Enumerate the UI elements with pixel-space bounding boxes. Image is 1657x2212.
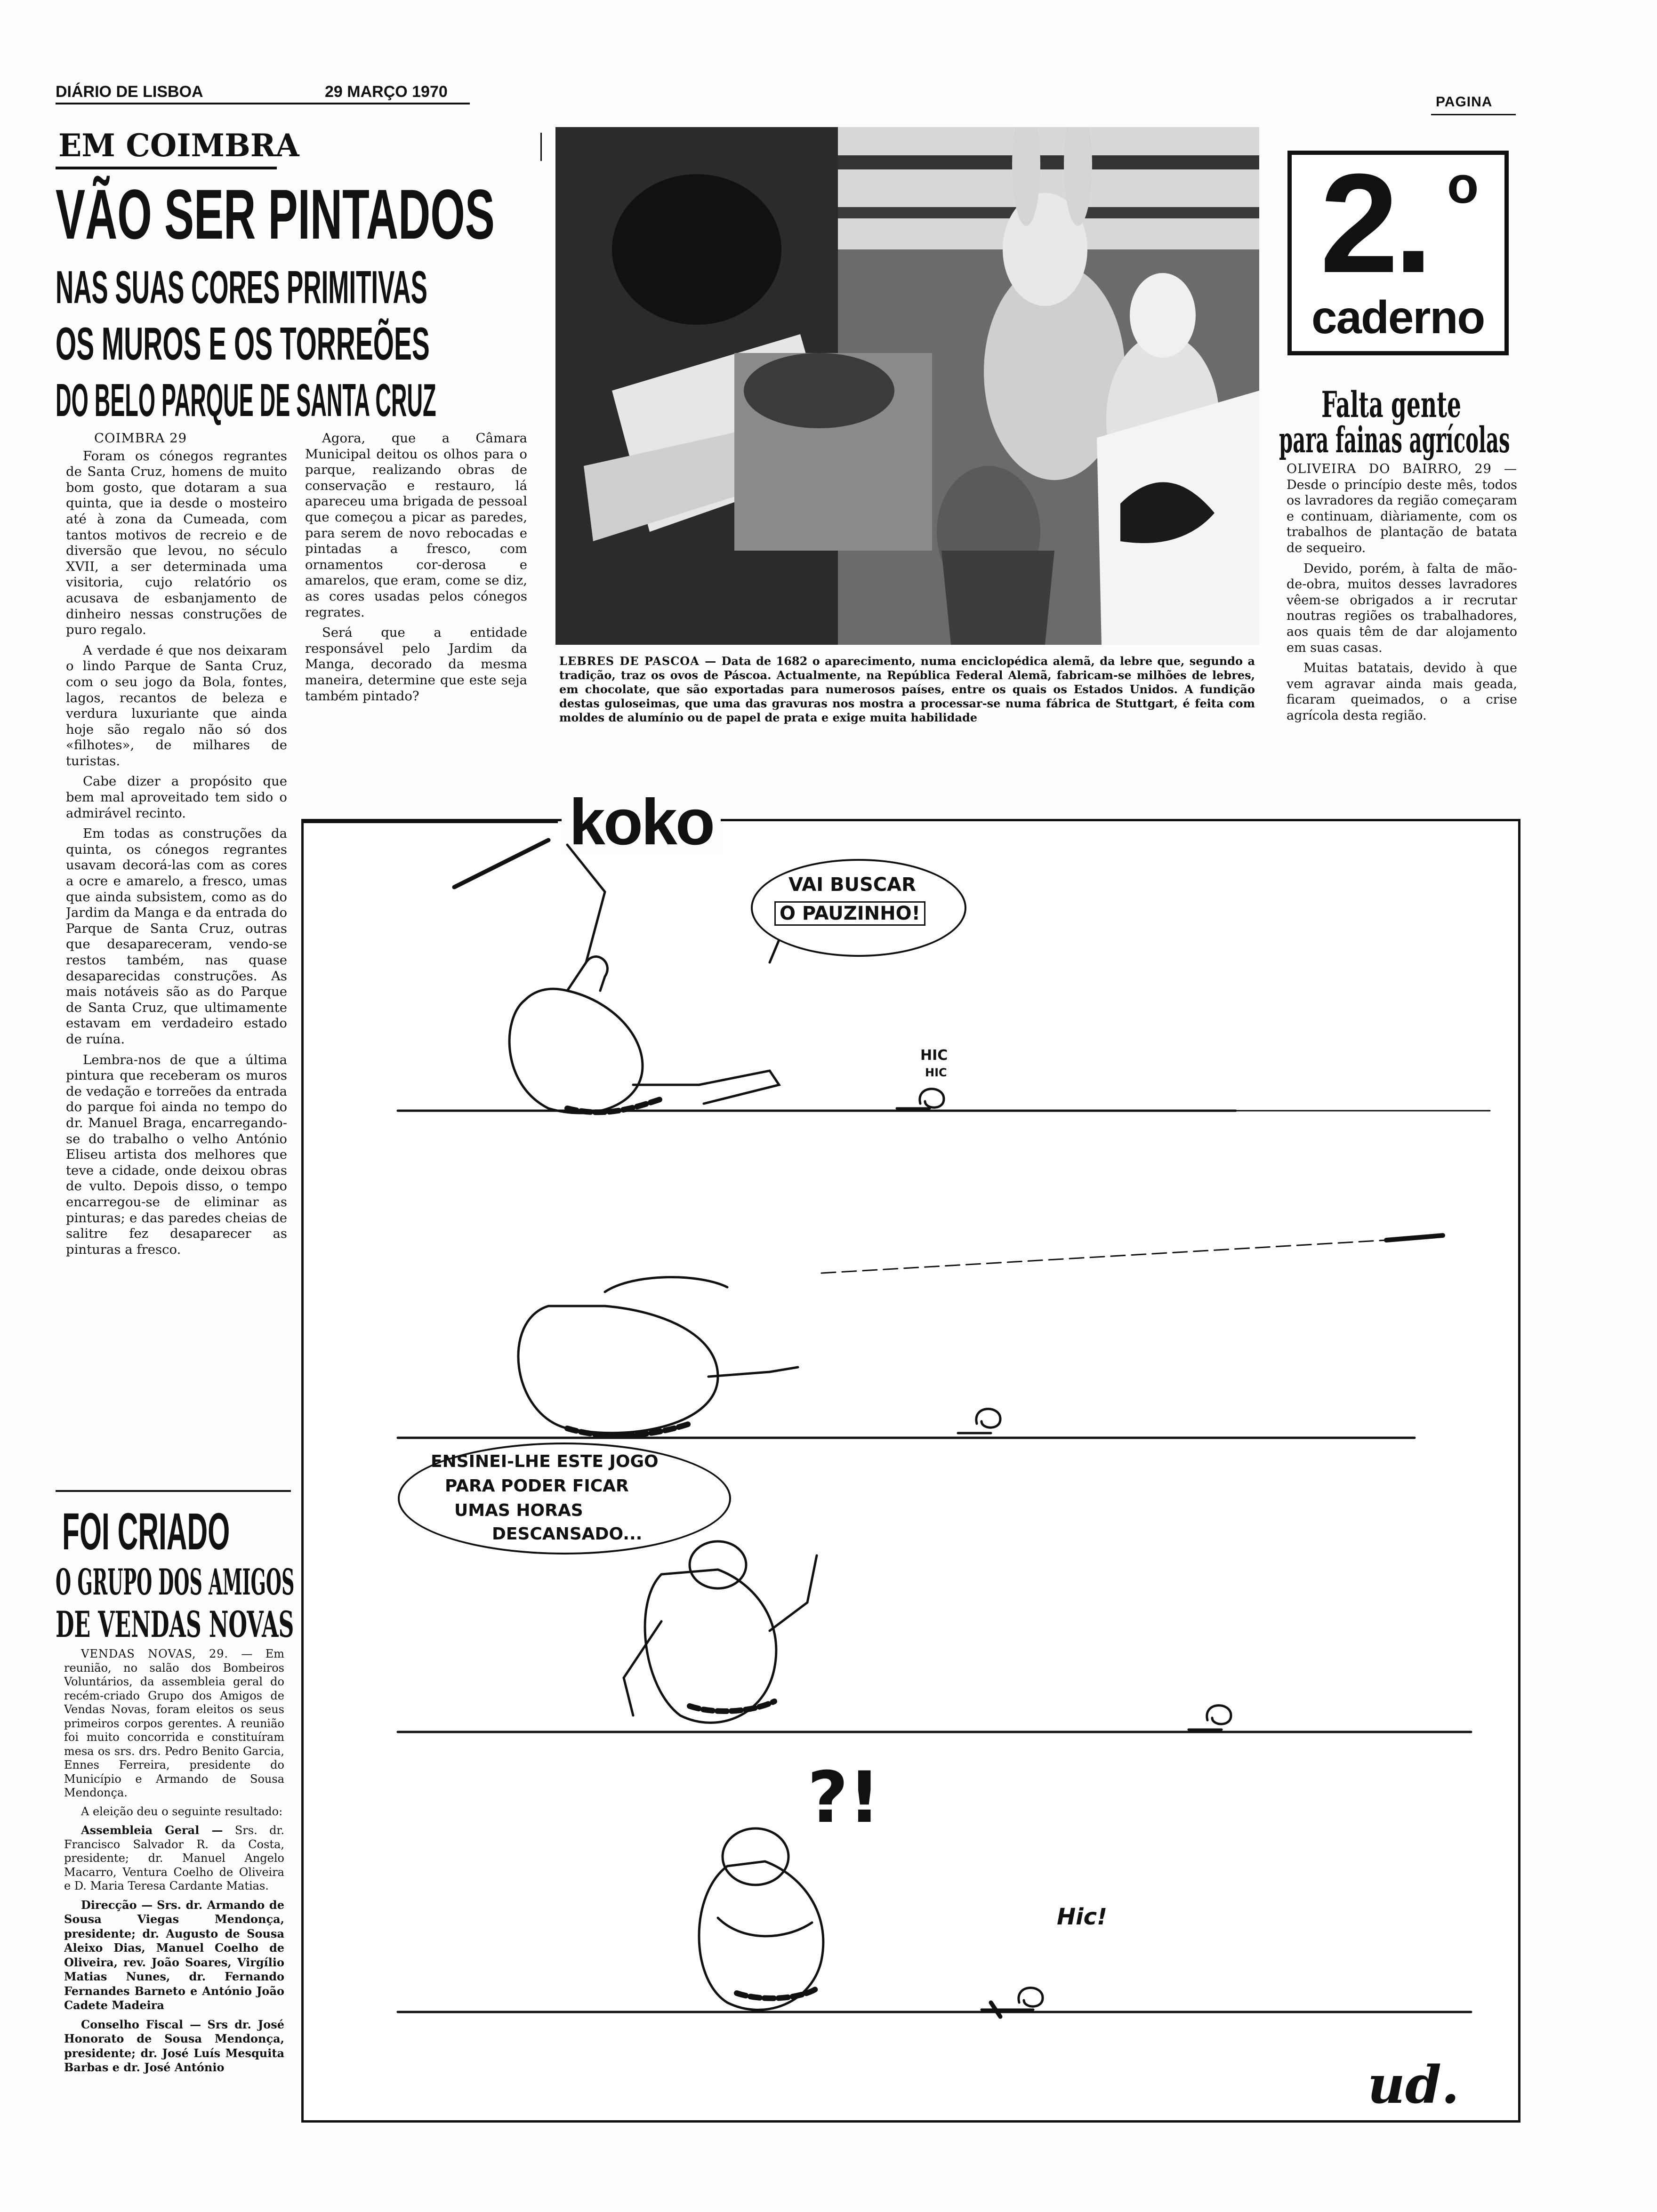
kicker-underline bbox=[56, 167, 277, 169]
speech-3-line-4: DESCANSADO... bbox=[492, 1524, 643, 1544]
vendas-paragraph bbox=[64, 1647, 284, 1800]
koko-arm-2 bbox=[605, 1277, 727, 1292]
speech-3-line-1: ENSINEI-LHE ESTE JOGO bbox=[431, 1452, 659, 1471]
sfx-question-exclaim: ?! bbox=[807, 1757, 881, 1839]
koko-leg-2 bbox=[708, 1367, 798, 1377]
agricola-text: Desde o princípio deste mês, todos os lavradores da região começaram e continuam, diàriamente, com os trabalhos de plantação de batata de sequeiro. bbox=[1287, 477, 1517, 555]
caption-lead: LEBRES DE PASCOA — bbox=[559, 654, 717, 668]
vendas-intro: Em reunião, no salão dos Bombeiros Voluntários, da assembleia geral do recém-criado Grupo dos Amigos de Vendas Novas, foram eleitos os seus primeiros corpos gerentes. A reunião foi muito concorrida e constituíram mesa os srs. drs. Pedro Benito Garcia, Ennes Ferreira, presidente do Município e Armando de Sousa Mendonça. bbox=[64, 1647, 284, 1799]
sfx-hic-1: HIC bbox=[920, 1047, 948, 1064]
vendas-line-text: Srs dr. José Honorato de Sousa Mendonça, presidente; dr. José Luís Mesquita Barbas e dr. José António bbox=[64, 2017, 284, 2074]
speech-1-line-2: O PAUZINHO! bbox=[774, 901, 925, 926]
vendas-line-text: Srs. dr. Francisco Salvador R. da Costa, presidente; dr. Manuel Angelo Macarro, Ventura Coelho de Oliveira e D. Maria Teresa Cardante Matias. bbox=[64, 1824, 284, 1892]
vendas-headline-3: DE VENDAS NOVAS bbox=[56, 1603, 294, 1645]
column-divider bbox=[540, 133, 542, 161]
article-vendas bbox=[56, 1497, 295, 2108]
easter-hares-photo bbox=[555, 127, 1259, 645]
page-label-rule bbox=[1431, 114, 1516, 115]
speech-3-line-3: UMAS HORAS bbox=[454, 1501, 583, 1520]
koko-body-3 bbox=[645, 1570, 776, 1723]
col2-paragraph: Será que a entidade responsável pelo Jardim da Manga, decorado da mesma maneira, determine que este seja também pintado? bbox=[305, 625, 527, 704]
headline-line-3: OS MUROS E OS TORREÕES bbox=[56, 318, 430, 369]
koko-body-2 bbox=[518, 1306, 718, 1433]
vendas-dateline: VENDAS NOVAS, 29. — bbox=[81, 1647, 253, 1660]
vendas-line-text: Srs. dr. Armando de Sousa Viegas Mendonça, presidente; dr. Augusto de Sousa Aleixo Dias, Manuel Coelho de Oliveira, rev. João Soares, Virgílio Matias Nunes, dr. Fernando Fernandes Barneto e António João Cadete Madeira bbox=[64, 1898, 284, 2012]
vendas-headline-2: O GRUPO DOS AMIGOS bbox=[56, 1561, 295, 1603]
col1-paragraph: A verdade é que nos deixaram o lindo Parque de Santa Cruz, com o seu jogo da Bola, fontes, lagos, recantos de beleza e verdura luxuriante que ainda hoje são regalo não só dos «filhotes», de milhares de turistas. bbox=[66, 642, 287, 769]
photo-image bbox=[555, 127, 1259, 645]
col1-paragraph: Lembra-nos de que a última pintura que receberam os muros de vedação e torreões da entrada do parque foi ainda no tempo do dr. Manuel Braga, encarregando-se do trabalho o velho António Eliseu artista dos melhores que teve a cidade, onde deixou obras de vulto. Depois disso, o tempo encarregou-se de eliminar as pinturas; e das paredes cheias de salitre fez desaparecer as pinturas a fresco. bbox=[66, 1052, 287, 1257]
snail-2 bbox=[976, 1409, 1000, 1428]
koko-body-1 bbox=[509, 989, 643, 1113]
headline-line-2: NAS SUAS CORES PRIMITIVAS bbox=[56, 261, 427, 313]
vendas-paragraph bbox=[64, 1898, 284, 2013]
headline-line-1: VÃO SER PINTADOS bbox=[56, 175, 495, 254]
koko-head-3 bbox=[690, 1541, 746, 1588]
speech-3-line-2: PARA PODER FICAR bbox=[445, 1476, 629, 1496]
snail-1 bbox=[920, 1089, 944, 1108]
agricola-paragraph: Devido, porém, à falta de mão-de-obra, muitos desses lavradores vêem-se obrigados a ir recrutar noutras regiões os trabalhadores, aos quais têm de dar alojamento em suas casas. bbox=[1287, 561, 1517, 655]
vendas-line-label: Direcção — bbox=[81, 1898, 153, 1912]
issue-date: 29 MARÇO 1970 bbox=[325, 83, 448, 101]
vendas-paragraph: A eleição deu o seguinte resultado: bbox=[81, 1804, 283, 1818]
cartoonist-signature: ud. bbox=[1367, 2054, 1460, 2115]
snail-3 bbox=[1207, 1706, 1231, 1724]
section-number: 2. bbox=[1320, 144, 1429, 302]
agricola-headline-1: Falta gente bbox=[1321, 384, 1461, 425]
sfx-hic-panel-4: Hic! bbox=[1057, 1904, 1107, 1930]
page-label: PAGINA bbox=[1436, 94, 1493, 110]
vendas-top-rule bbox=[56, 1490, 291, 1492]
col1-paragraph: Em todas as construções da quinta, os cónegos regrantes usavam decorá-las com as cores a ocre e amarelo, a fresco, umas que ainda subsistem, como as do Jardim da Manga e da entrada do Parque de Santa Cruz, outras que desapareceram, vendo-se restos também, nas quase desaparecidas construções. As mais notáveis são as do Parque de Santa Cruz, que ultimamente estavam em verdadeiro estado de ruína. bbox=[66, 826, 287, 1047]
vendas-paragraph bbox=[64, 1823, 284, 1893]
stick-2 bbox=[1386, 1235, 1443, 1240]
section-label: caderno bbox=[1311, 291, 1485, 343]
paper-name: DIÁRIO DE LISBOA bbox=[56, 83, 203, 101]
col1-paragraph: Foram os cónegos regrantes de Santa Cruz, homens de muito bom gosto, que dotaram a sua quinta, que ia desde o mosteiro até à zona da Cumeada, com tantos motivos de recreio e de diversão que levou, no século XVII, a ser determinada uma visitoria, cujo relatório os acusava de esbanjamento de dinheiro nessas construções de puro regalo. bbox=[66, 448, 287, 638]
comic-strip bbox=[301, 786, 1520, 2123]
col1-paragraph: Cabe dizer a propósito que bem mal aproveitado tem sido o admirável recinto. bbox=[66, 774, 287, 821]
section-ordinal: o bbox=[1447, 156, 1479, 214]
section-box bbox=[1287, 144, 1509, 355]
agricola-body bbox=[1287, 461, 1517, 767]
kicker: EM COIMBRA bbox=[58, 127, 299, 164]
col2-paragraph: Agora, que a Câmara Municipal deitou os olhos para o parque, realizando obras de conservação e restauro, lá apareceu uma brigada de pessoal que começou a picar as paredes, para serem de novo rebocadas e pintadas a fresco, com ornamentos cor-derosa e amarelos, que eram, come se diz, as cores usadas pelos cónegos regrates. bbox=[305, 431, 527, 620]
koko-arms-4 bbox=[718, 1918, 812, 1936]
agricola-paragraph: Muitas batatais, devido à que vem agravar ainda mais geada, ficaram queimados, o a crise agrícola desta região. bbox=[1287, 661, 1517, 723]
snail-4 bbox=[1019, 1988, 1043, 2007]
koko-arm-1 bbox=[567, 845, 605, 962]
koko-arm-3a bbox=[624, 1621, 661, 1715]
agricola-dateline: OLIVEIRA DO BAIRRO, 29 — bbox=[1287, 462, 1517, 476]
headline-line-4: DO BELO PARQUE DE SANTA CRUZ bbox=[56, 374, 436, 426]
photo-caption bbox=[559, 654, 1255, 759]
vendas-body bbox=[64, 1647, 284, 2108]
vendas-paragraph bbox=[64, 2018, 284, 2075]
article-agricola bbox=[1278, 381, 1518, 767]
caption-text: Data de 1682 o aparecimento, numa enciclopédica alemã, da lebre que, segundo a tradição, traz os ovos de Páscoa. Actualmente, na República Federal Alemã, fabricam-se milhões de lebres, em chocolate, que são exportadas para numerosos países, entre os quais os Estados Unidos. A fundição destas guloseimas, que uma das gravuras nos mostra a processar-se numa fábrica de Stuttgart, é feita com moldes de alumínio ou de papel de prata e exige muita habilidade bbox=[559, 654, 1255, 724]
koko-arm-3b bbox=[770, 1555, 817, 1631]
stick-1 bbox=[454, 840, 548, 887]
koko-head-4 bbox=[723, 1828, 788, 1885]
column-1 bbox=[66, 431, 287, 1598]
sfx-hic-2: HIC bbox=[925, 1066, 947, 1079]
speech-1-line-1: VAI BUSCAR bbox=[788, 874, 916, 896]
vendas-line-label: Conselho Fiscal — bbox=[81, 2017, 201, 2031]
agricola-paragraph bbox=[1287, 461, 1517, 556]
masthead-rule bbox=[56, 103, 470, 104]
vendas-headline-1: FOI CRIADO bbox=[62, 1503, 230, 1561]
vendas-line-label: Assembleia Geral — bbox=[81, 1823, 223, 1837]
comic-title: koko bbox=[562, 789, 721, 855]
agricola-headline-2: para fainas agrícolas bbox=[1279, 419, 1510, 461]
dateline: COIMBRA 29 bbox=[94, 431, 187, 446]
